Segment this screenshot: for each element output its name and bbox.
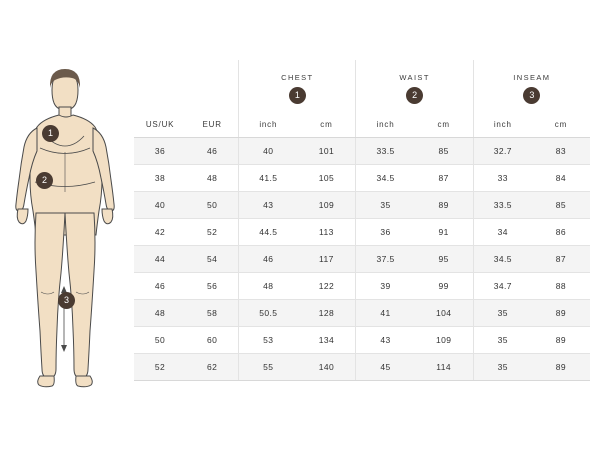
cell-inseam-inch: 33.5 [473,192,532,219]
cell-eur: 46 [186,138,239,165]
cell-chest-inch: 50.5 [239,300,298,327]
body-diagram [0,60,130,450]
cell-chest-inch: 48 [239,273,298,300]
cell-waist-cm: 91 [415,219,474,246]
cell-inseam-cm: 85 [532,192,590,219]
cell-eur: 52 [186,219,239,246]
cell-inseam-inch: 34.7 [473,273,532,300]
cell-waist-cm: 109 [415,327,474,354]
cell-inseam-cm: 86 [532,219,590,246]
cell-chest-inch: 43 [239,192,298,219]
badge-waist: 2 [36,172,53,189]
table-row [134,246,590,273]
cell-chest-cm: 113 [297,219,356,246]
cell-eur: 48 [186,165,239,192]
cell-chest-cm: 117 [297,246,356,273]
male-body-illustration [0,60,130,450]
header-eur: EUR [186,111,239,138]
cell-eur: 62 [186,354,239,381]
cell-inseam-cm: 89 [532,354,590,381]
cell-chest-cm: 105 [297,165,356,192]
group-badge-inseam: 3 [523,87,540,104]
cell-chest-cm: 128 [297,300,356,327]
header-size: US/UK [134,111,186,138]
header-chest-cm: cm [297,111,356,138]
cell-chest-cm: 140 [297,354,356,381]
cell-waist-inch: 41 [356,300,415,327]
cell-inseam-cm: 84 [532,165,590,192]
cell-inseam-inch: 35 [473,300,532,327]
header-inseam-inch: inch [473,111,532,138]
cell-inseam-inch: 32.7 [473,138,532,165]
cell-inseam-cm: 89 [532,300,590,327]
cell-waist-cm: 95 [415,246,474,273]
cell-waist-cm: 87 [415,165,474,192]
header-chest-inch: inch [239,111,298,138]
cell-inseam-cm: 88 [532,273,590,300]
size-table-wrapper [134,60,590,381]
header-inseam-cm: cm [532,111,590,138]
table-row [134,273,590,300]
cell-inseam-cm: 89 [532,327,590,354]
badge-chest: 1 [42,125,59,142]
group-badge-chest: 1 [289,87,306,104]
cell-size: 38 [134,165,186,192]
table-row [134,219,590,246]
cell-waist-cm: 104 [415,300,474,327]
cell-eur: 54 [186,246,239,273]
cell-waist-inch: 35 [356,192,415,219]
cell-inseam-cm: 87 [532,246,590,273]
cell-waist-inch: 36 [356,219,415,246]
cell-chest-inch: 53 [239,327,298,354]
cell-size: 50 [134,327,186,354]
group-badge-inseam-cell [473,85,590,111]
badge-inseam: 3 [58,292,75,309]
cell-chest-inch: 46 [239,246,298,273]
group-label-inseam: INSEAM [473,60,590,85]
cell-chest-inch: 44.5 [239,219,298,246]
group-badge-waist-cell [356,85,473,111]
cell-inseam-inch: 35 [473,327,532,354]
cell-chest-inch: 40 [239,138,298,165]
table-head [134,60,590,138]
cell-eur: 60 [186,327,239,354]
cell-waist-inch: 33.5 [356,138,415,165]
cell-size: 44 [134,246,186,273]
cell-size: 36 [134,138,186,165]
header-waist-inch: inch [356,111,415,138]
cell-waist-cm: 99 [415,273,474,300]
cell-size: 40 [134,192,186,219]
cell-waist-inch: 43 [356,327,415,354]
group-badge-sizes-empty [134,85,239,111]
table-body [134,138,590,381]
cell-size: 46 [134,273,186,300]
header-waist-cm: cm [415,111,474,138]
group-label-waist: WAIST [356,60,473,85]
cell-waist-inch: 45 [356,354,415,381]
cell-chest-cm: 134 [297,327,356,354]
cell-chest-cm: 122 [297,273,356,300]
cell-inseam-inch: 35 [473,354,532,381]
cell-waist-cm: 114 [415,354,474,381]
table-row [134,300,590,327]
cell-inseam-inch: 34 [473,219,532,246]
table-row [134,354,590,381]
unit-header-row [134,111,590,138]
group-label-chest: CHEST [239,60,356,85]
cell-size: 48 [134,300,186,327]
cell-waist-inch: 34.5 [356,165,415,192]
group-header-row [134,60,590,85]
table-row [134,165,590,192]
group-badge-chest-cell [239,85,356,111]
group-label-sizes [134,60,239,85]
group-badge-row [134,85,590,111]
size-table [134,60,590,381]
cell-chest-cm: 109 [297,192,356,219]
cell-chest-inch: 41.5 [239,165,298,192]
table-row [134,138,590,165]
cell-waist-inch: 39 [356,273,415,300]
cell-waist-cm: 85 [415,138,474,165]
cell-chest-inch: 55 [239,354,298,381]
cell-inseam-cm: 83 [532,138,590,165]
table-row [134,327,590,354]
cell-inseam-inch: 33 [473,165,532,192]
cell-size: 42 [134,219,186,246]
group-badge-waist: 2 [406,87,423,104]
cell-waist-inch: 37.5 [356,246,415,273]
cell-eur: 50 [186,192,239,219]
cell-chest-cm: 101 [297,138,356,165]
cell-inseam-inch: 34.5 [473,246,532,273]
cell-eur: 58 [186,300,239,327]
cell-waist-cm: 89 [415,192,474,219]
cell-size: 52 [134,354,186,381]
table-row [134,192,590,219]
cell-eur: 56 [186,273,239,300]
